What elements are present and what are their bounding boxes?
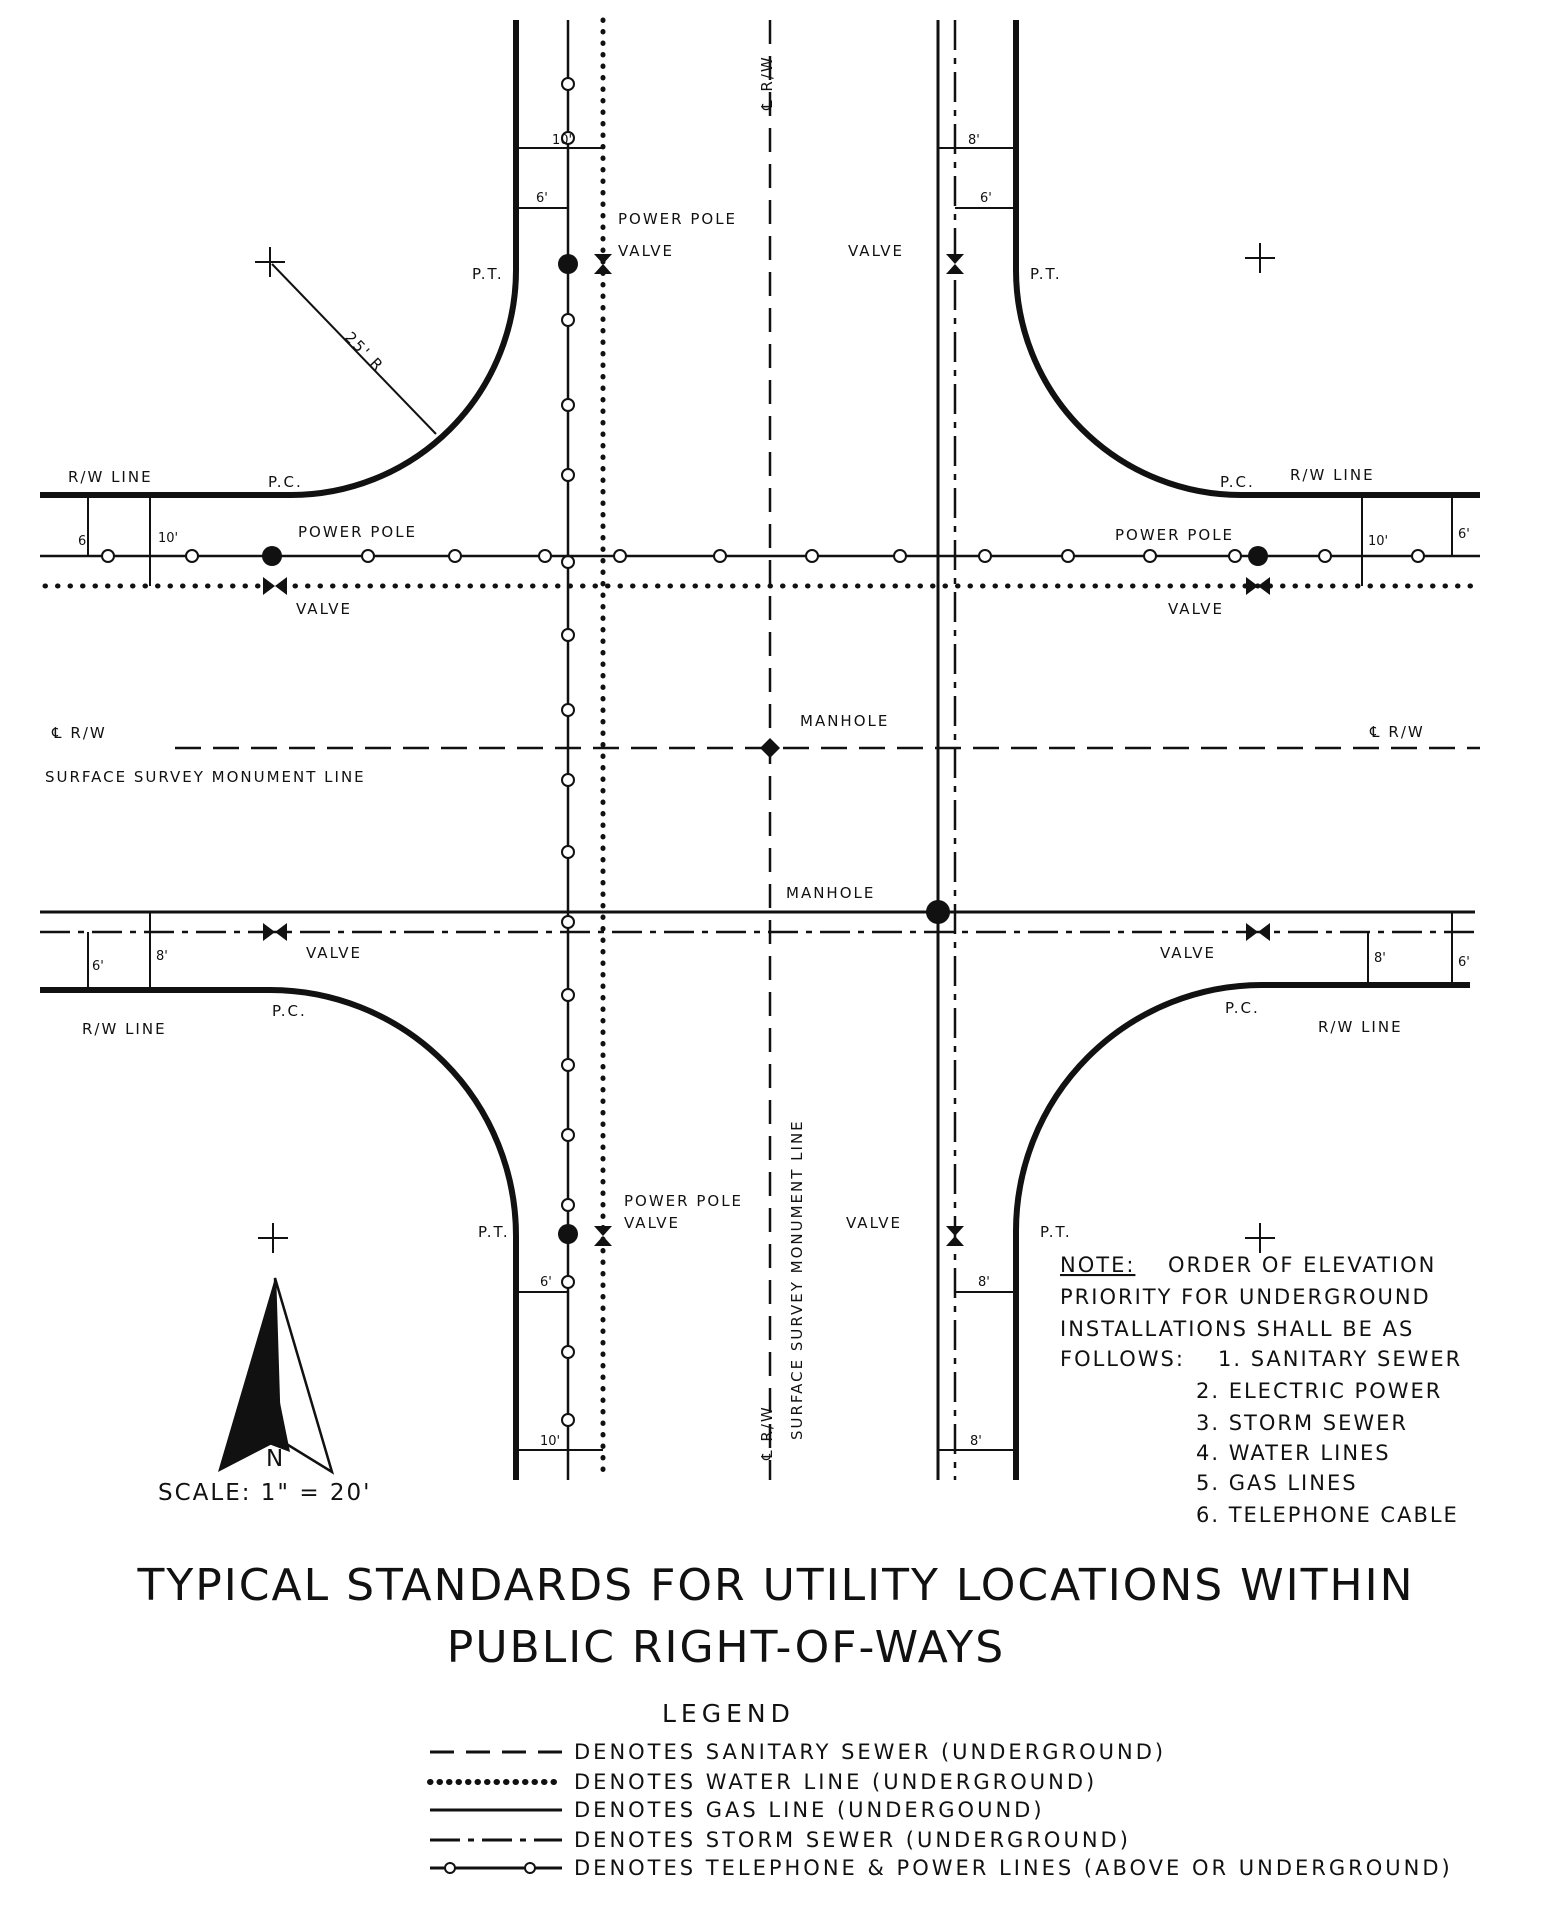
note-heading: NOTE:	[1060, 1253, 1136, 1277]
legend-item-sanitary-sewer: DENOTES SANITARY SEWER (UNDERGROUND)	[574, 1740, 1167, 1764]
legend-item-telephone-power: DENOTES TELEPHONE & POWER LINES (ABOVE OR UNDERGROUND)	[574, 1856, 1453, 1880]
dim-8-se-side: 8'	[1374, 951, 1386, 966]
dim-10-ne-side: 10'	[1368, 534, 1389, 549]
note-item-6: 6. TELEPHONE CABLE	[1196, 1503, 1459, 1527]
label-power-pole-east: POWER POLE	[1115, 526, 1235, 544]
diagram-labels	[45, 55, 1425, 1461]
label-valve-south-w: VALVE	[624, 1214, 681, 1232]
label-pc-sw: P.C.	[272, 1002, 307, 1020]
title-line-1: TYPICAL STANDARDS FOR UTILITY LOCATIONS WITHIN	[137, 1560, 1415, 1611]
dim-6-ne-side: 6'	[1458, 527, 1470, 542]
dim-6-nw-top: 6'	[536, 191, 548, 206]
label-radius: 25' R	[341, 328, 388, 376]
note-line3: INSTALLATIONS SHALL BE AS	[1060, 1317, 1415, 1341]
dim-6-se-side: 6'	[1458, 955, 1470, 970]
label-valve-north-w: VALVE	[618, 242, 675, 260]
note-item-2: 2. ELECTRIC POWER	[1196, 1379, 1443, 1403]
label-power-pole-north: POWER POLE	[618, 210, 738, 228]
label-valve-west-south: VALVE	[306, 944, 363, 962]
legend-item-water-line: DENOTES WATER LINE (UNDERGROUND)	[574, 1770, 1098, 1794]
label-valve-east-north: VALVE	[1168, 600, 1225, 618]
elevation-priority-note	[1060, 1253, 1462, 1527]
dim-10-nw-side: 10'	[158, 531, 179, 546]
note-item-3: 3. STORM SEWER	[1196, 1411, 1409, 1435]
label-valve-east-south: VALVE	[1160, 944, 1217, 962]
power-pole-west	[262, 546, 282, 566]
note-item-1: 1. SANITARY SEWER	[1218, 1347, 1463, 1371]
label-pt-ne: P.T.	[1030, 265, 1062, 283]
label-rw-line-se: R/W LINE	[1318, 1018, 1403, 1036]
label-surface-survey-monument-line: SURFACE SURVEY MONUMENT LINE	[45, 768, 366, 786]
label-pt-nw: P.T.	[472, 265, 504, 283]
legend-symbol-telephone-power	[430, 1863, 562, 1873]
note-item-4: 4. WATER LINES	[1196, 1441, 1391, 1465]
legend-heading: LEGEND	[662, 1699, 795, 1728]
rw-line-se	[1016, 985, 1470, 1480]
dim-6-sw-side: 6'	[92, 959, 104, 974]
scale-label: SCALE: 1" = 20'	[158, 1480, 372, 1506]
label-rw-line-sw: R/W LINE	[82, 1020, 167, 1038]
label-valve-north-e: VALVE	[848, 242, 905, 260]
power-pole-east	[1248, 546, 1268, 566]
dim-6-sw-bottom: 6'	[540, 1275, 552, 1290]
label-manhole-center: MANHOLE	[800, 712, 890, 730]
label-valve-west-north: VALVE	[296, 600, 353, 618]
label-pc-nw: P.C.	[268, 473, 303, 491]
label-pt-sw: P.T.	[478, 1223, 510, 1241]
legend	[430, 1699, 1453, 1880]
dim-8-ne-top: 8'	[968, 133, 980, 148]
label-centerline-rw-top: ℄ R/W	[758, 55, 776, 110]
label-pc-se: P.C.	[1225, 999, 1260, 1017]
rw-line-nw	[40, 20, 516, 495]
label-pc-ne: P.C.	[1220, 473, 1255, 491]
label-centerline-rw-west: ℄ R/W	[52, 724, 107, 742]
label-valve-south-e: VALVE	[846, 1214, 903, 1232]
title-line-2: PUBLIC RIGHT-OF-WAYS	[446, 1622, 1006, 1673]
label-manhole-south: MANHOLE	[786, 884, 876, 902]
legend-item-storm-sewer: DENOTES STORM SEWER (UNDERGROUND)	[574, 1828, 1131, 1852]
note-line2: PRIORITY FOR UNDERGROUND	[1060, 1285, 1431, 1309]
note-item-5: 5. GAS LINES	[1196, 1471, 1358, 1495]
note-line4-prefix: FOLLOWS:	[1060, 1347, 1185, 1371]
label-centerline-rw-east: ℄ R/W	[1370, 723, 1425, 741]
legend-item-gas-line: DENOTES GAS LINE (UNDERGOUND)	[574, 1798, 1045, 1822]
power-pole-south	[558, 1224, 578, 1244]
telephone-power-line-vertical	[558, 20, 578, 1480]
dim-6-ne-top: 6'	[980, 191, 992, 206]
label-power-pole-west: POWER POLE	[298, 523, 418, 541]
dim-8-sw-side: 8'	[156, 949, 168, 964]
label-rw-line-nw: R/W LINE	[68, 468, 153, 486]
dim-8-se-bottom: 8'	[978, 1275, 990, 1290]
telephone-power-line-north	[40, 546, 1480, 566]
label-surface-survey-monument-line-vertical: SURFACE SURVEY MONUMENT LINE	[788, 1119, 806, 1440]
label-rw-line-ne: R/W LINE	[1290, 466, 1375, 484]
power-pole-north	[558, 254, 578, 274]
dim-6-nw-side: 6'	[78, 534, 90, 549]
note-line1: ORDER OF ELEVATION	[1168, 1253, 1437, 1277]
dim-10-sw-bottom: 10'	[540, 1434, 561, 1449]
north-label: N	[266, 1446, 286, 1472]
dimension-labels	[78, 133, 1470, 1449]
dim-10-nw-top: 10'	[552, 133, 573, 148]
north-arrow	[218, 1278, 332, 1472]
dim-8-se-bottom-2: 8'	[970, 1434, 982, 1449]
label-power-pole-south: POWER POLE	[624, 1192, 744, 1210]
label-pt-se: P.T.	[1040, 1223, 1072, 1241]
label-centerline-rw-bottom: ℄ R/W	[758, 1405, 776, 1460]
